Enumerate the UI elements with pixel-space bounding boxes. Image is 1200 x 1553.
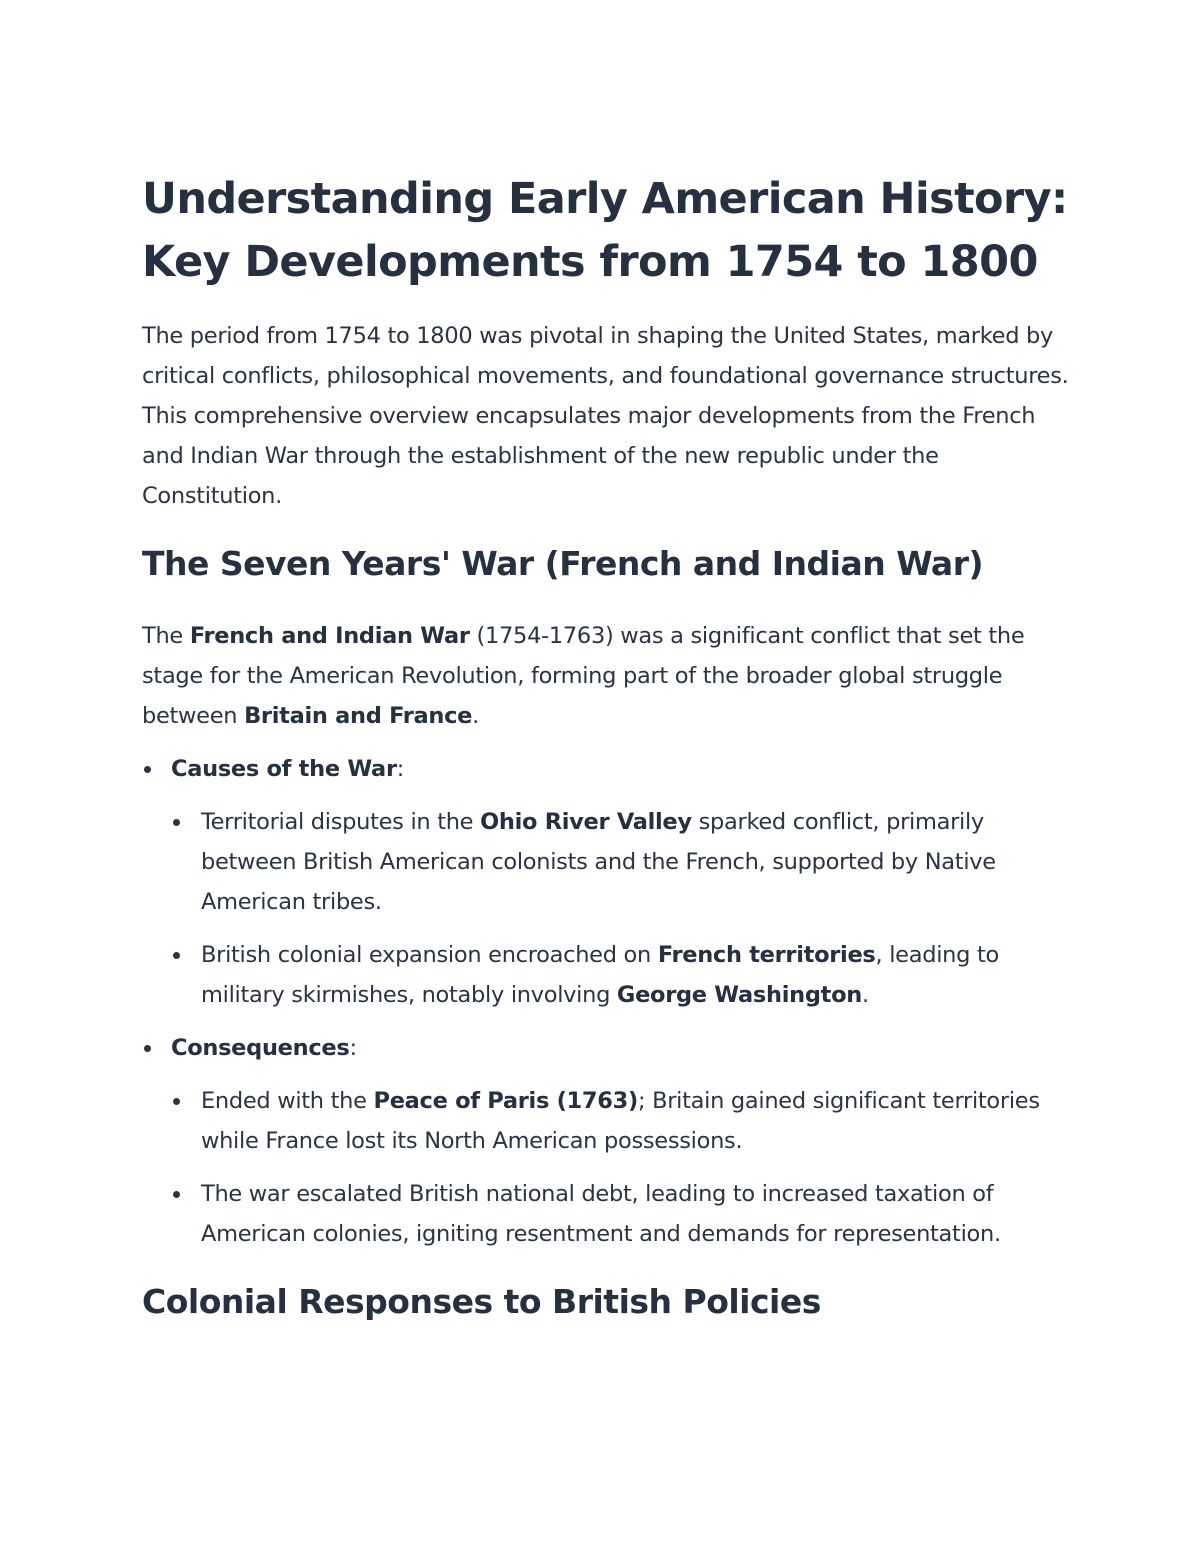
text-run: (1754-1763) was a significant conflict that set the stage for the American Revolution, forming part of the broader global struggle between <box>142 623 1025 729</box>
bold-term: Peace of Paris (1763) <box>373 1088 638 1114</box>
section-heading-seven-years-war: The Seven Years' War (French and Indian War) <box>142 544 984 583</box>
title-line-2: Key Developments from 1754 to 1800 <box>142 237 1038 287</box>
text-run: ; Britain gained significant territories while France lost its North American possessions. <box>201 1088 1040 1154</box>
list-item <box>171 1174 1072 1254</box>
text-run: The war escalated British national debt, leading to increased taxation of American colonies, igniting resentment and demands for representation. <box>201 1181 1001 1247</box>
document-page <box>142 168 1072 1324</box>
bold-term: George Washington <box>616 982 862 1008</box>
bullet-icon <box>144 766 151 773</box>
list-item-label: Consequences <box>171 1035 350 1061</box>
list-item-causes <box>142 749 1072 1015</box>
bold-term: Ohio River Valley <box>480 809 692 835</box>
bold-term: French and Indian War <box>189 623 470 649</box>
list-item-label: Causes of the War <box>171 756 397 782</box>
intro-paragraph: The period from 1754 to 1800 was pivotal in shaping the United States, marked by critical conflicts, philosophical movements, and foundational governance structures. This comprehensive overview encapsulates major developments from the French and Indian War through the establishment of the new republic under the Constitution. <box>142 323 1069 509</box>
text-run: sparked conflict, primarily between British American colonists and the French, supported by Native American tribes. <box>201 809 996 915</box>
list-item <box>171 1081 1072 1161</box>
causes-sublist <box>171 802 1072 1015</box>
title-line-1: Understanding Early American History: <box>142 174 1068 224</box>
bullet-icon <box>173 1098 180 1105</box>
text-run: : <box>349 1035 357 1061</box>
text-run: British colonial expansion encroached on <box>201 942 658 968</box>
text-run: Ended with the <box>201 1088 374 1114</box>
text-run: . <box>472 703 479 729</box>
bullet-icon <box>173 952 180 959</box>
text-run: , leading to military skirmishes, notably involving <box>201 942 999 1008</box>
text-run: The <box>142 623 190 649</box>
list-item <box>171 935 1072 1015</box>
document-title <box>142 168 1072 294</box>
bullet-icon <box>173 819 180 826</box>
text-run: . <box>861 982 869 1008</box>
bullet-icon <box>144 1045 151 1052</box>
bold-term: French territories <box>657 942 876 968</box>
text-run: Territorial disputes in the <box>201 809 481 835</box>
war-outline-list <box>142 749 1072 1254</box>
war-paragraph <box>142 616 1072 736</box>
consequences-sublist <box>171 1081 1072 1254</box>
text-run: : <box>396 756 405 782</box>
list-item <box>171 802 1072 922</box>
bold-term: Britain and France <box>244 703 473 729</box>
bullet-icon <box>173 1191 180 1198</box>
section-heading-colonial-responses: Colonial Responses to British Policies <box>142 1282 821 1321</box>
list-item-consequences <box>142 1028 1072 1254</box>
